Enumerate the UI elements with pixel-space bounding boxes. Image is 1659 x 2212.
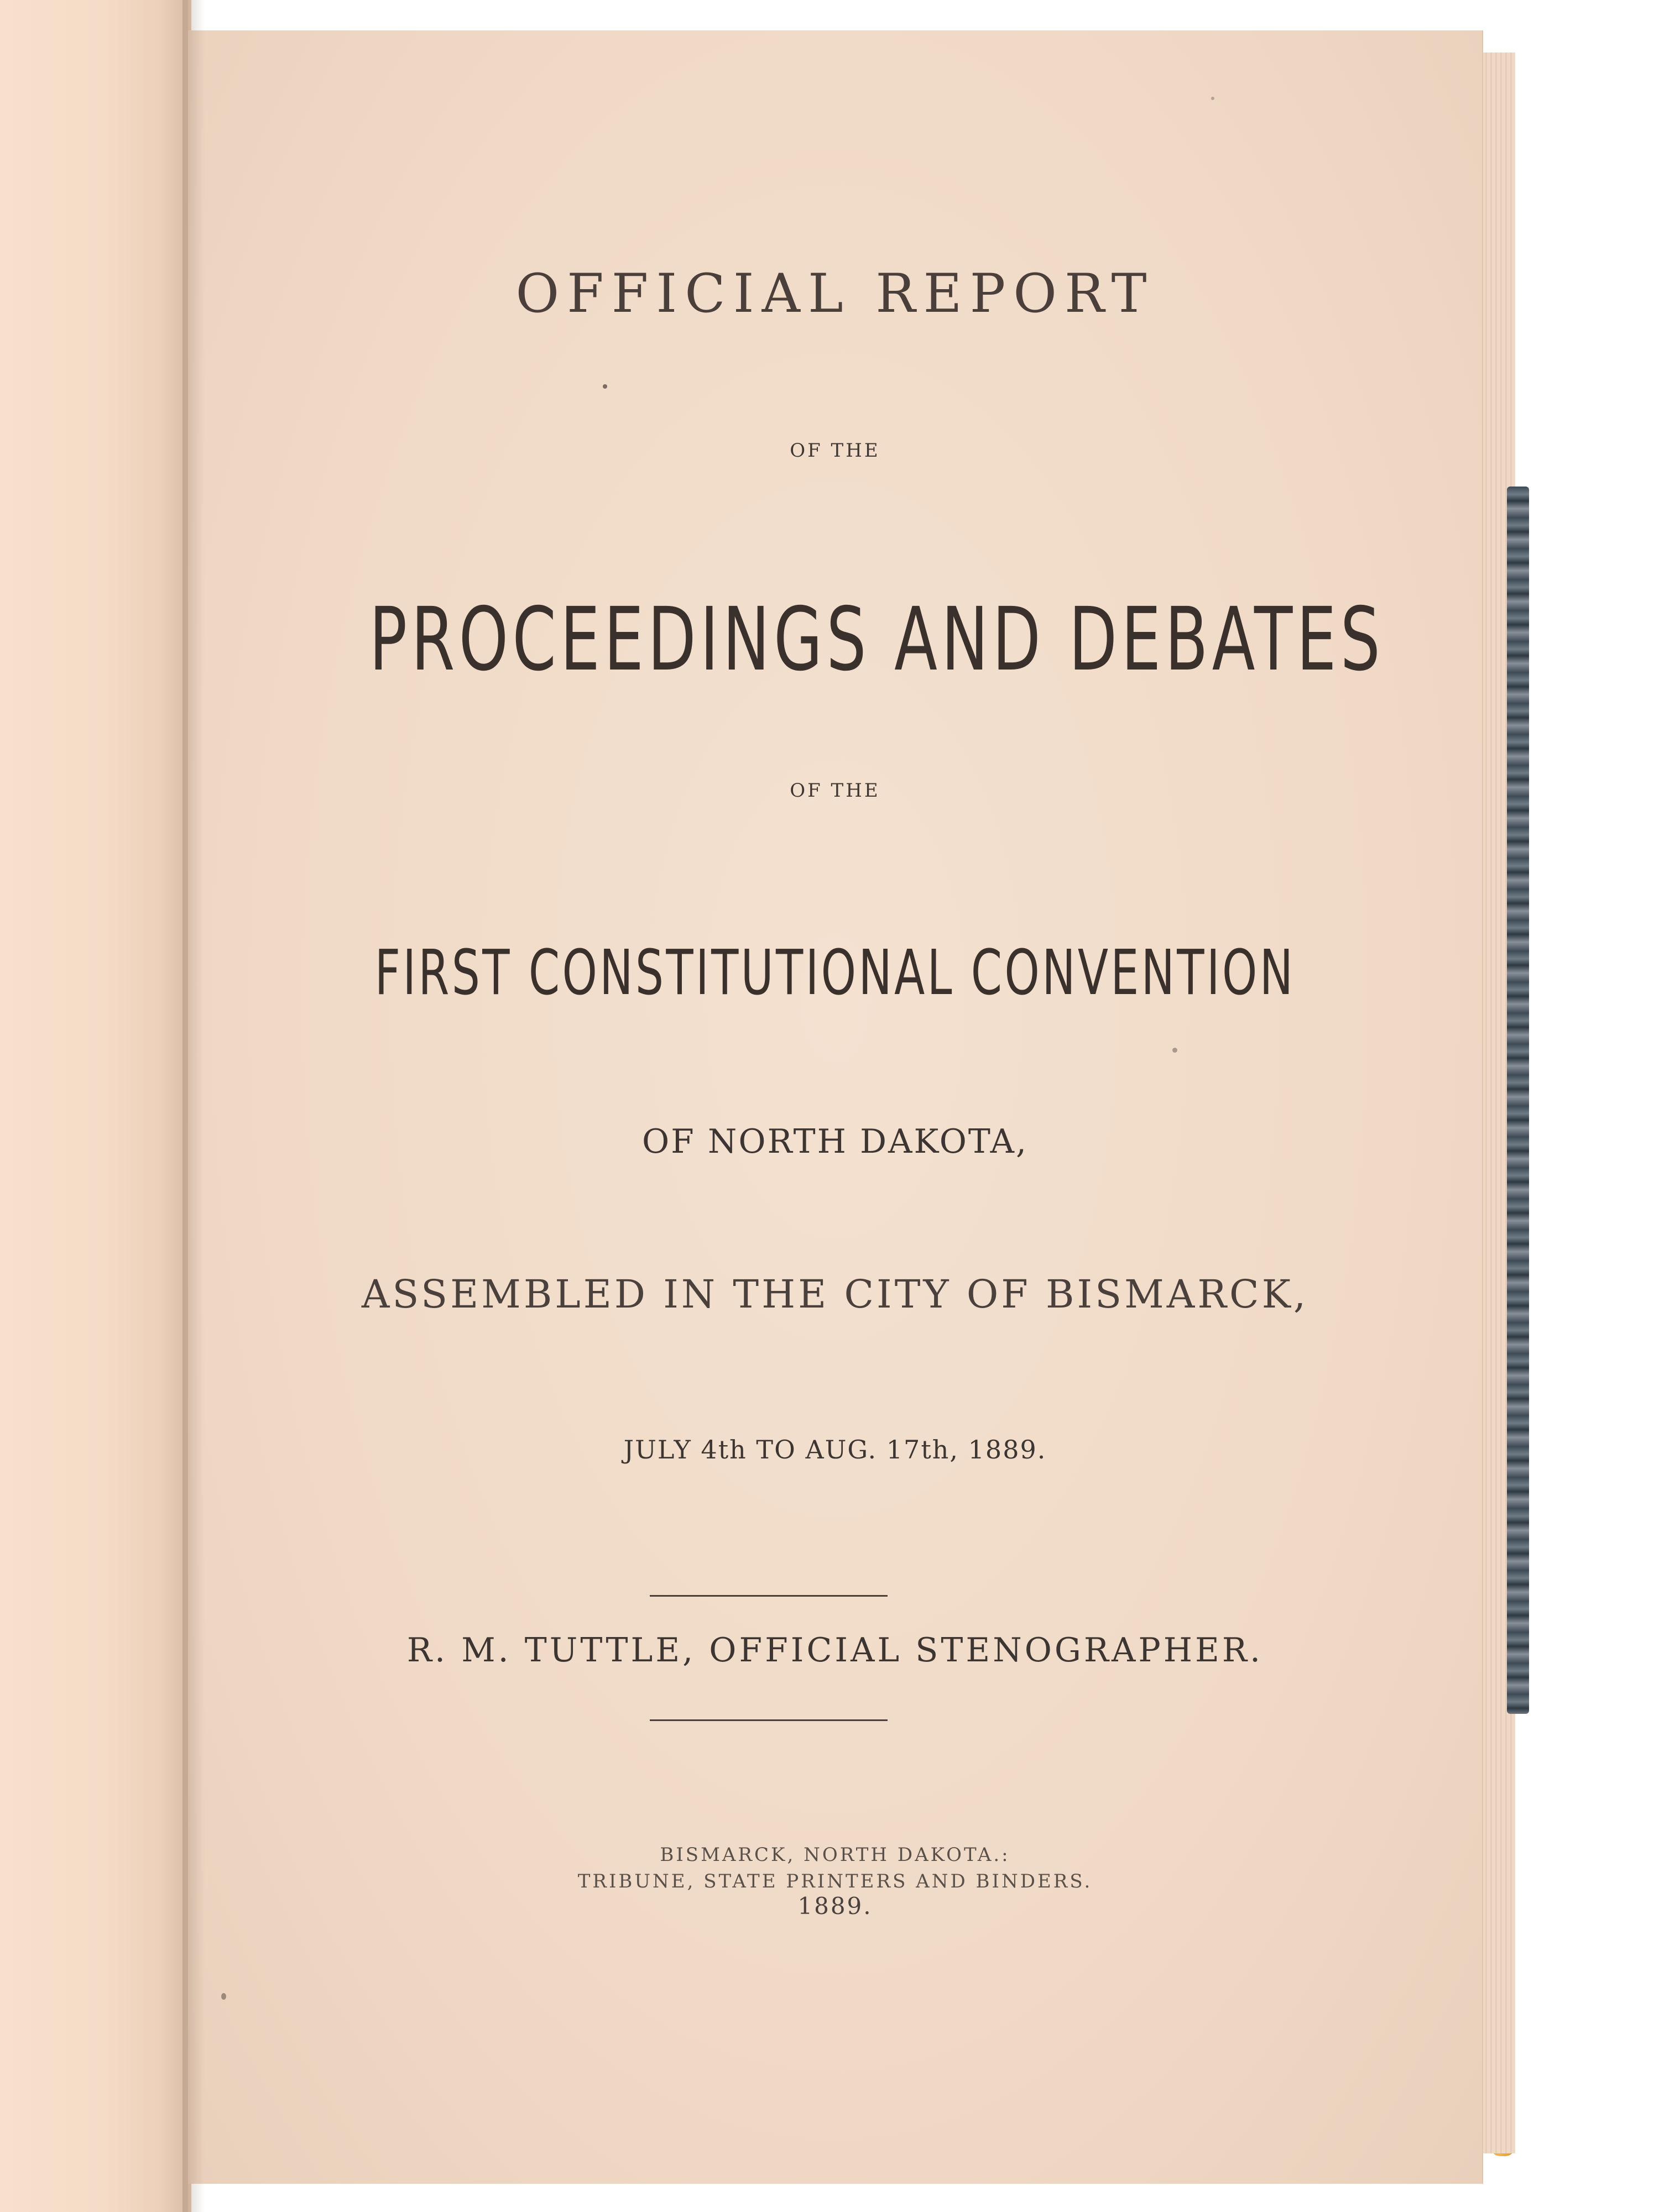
divider-rule-bottom [650, 1719, 888, 1721]
report-heading: OFFICIAL REPORT [515, 263, 1155, 325]
foxing-speck [1172, 1048, 1177, 1053]
foxing-speck [221, 1993, 226, 2000]
left-page [0, 0, 191, 2212]
marbled-board-edge [1507, 487, 1529, 1714]
title-page [188, 30, 1482, 2184]
convention-title: FIRST CONSTITUTIONAL CONVENTION [374, 937, 1296, 1009]
gutter-shadow [182, 0, 205, 2212]
imprint-place: BISMARCK, NORTH DAKOTA.: [660, 1844, 1010, 1866]
location-line: ASSEMBLED IN THE CITY OF BISMARCK, [361, 1272, 1309, 1317]
divider-rule-top [650, 1595, 888, 1597]
state-line: OF NORTH DAKOTA, [641, 1122, 1029, 1161]
stenographer-line: R. M. TUTTLE, OFFICIAL STENOGRAPHER. [406, 1631, 1264, 1670]
foxing-speck [603, 384, 607, 389]
imprint-year: 1889. [797, 1892, 873, 1920]
of-the-connector-1: OF THE [790, 440, 880, 462]
foxing-speck [1211, 97, 1214, 100]
main-title: PROCEEDINGS AND DEBATES [369, 589, 1385, 691]
dates-line: JULY 4th TO AUG. 17th, 1889. [623, 1435, 1047, 1465]
imprint-printer: TRIBUNE, STATE PRINTERS AND BINDERS. [577, 1870, 1093, 1892]
of-the-connector-2: OF THE [790, 780, 880, 802]
